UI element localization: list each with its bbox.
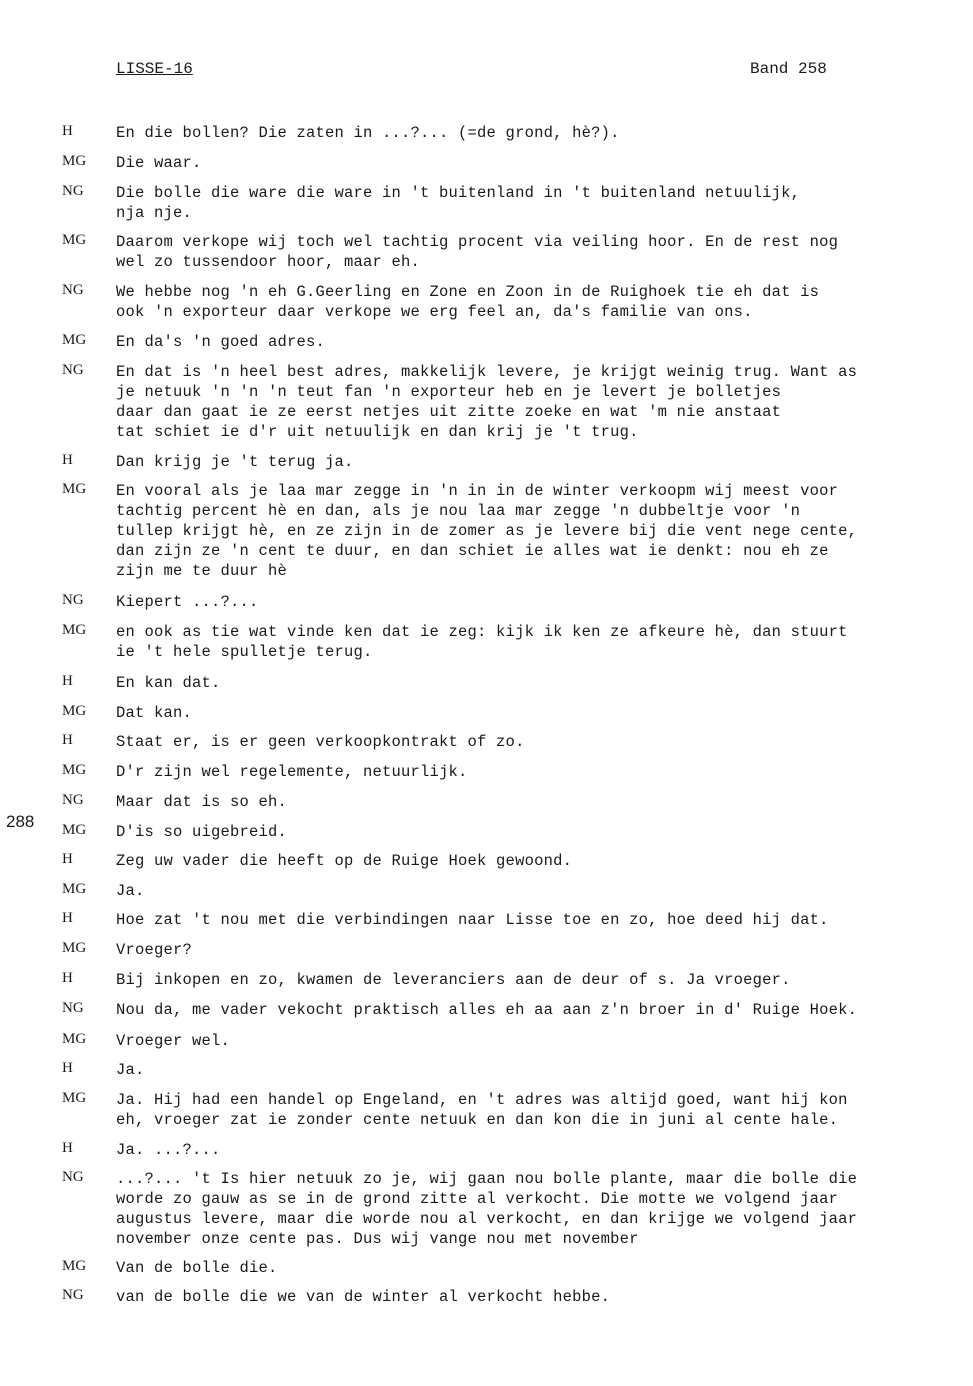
speaker-label: MG — [62, 1258, 87, 1274]
speaker-label: NG — [62, 362, 84, 378]
speaker-label: MG — [62, 881, 87, 897]
utterance-text: Ja. ...?... — [116, 1141, 221, 1159]
speaker-label: MG — [62, 232, 87, 248]
speaker-label: MG — [62, 940, 87, 956]
speaker-label: MG — [62, 1090, 87, 1106]
utterance-text: Hoe zat 't nou met die verbindingen naar Lisse toe en zo, hoe deed hij dat. — [116, 911, 829, 929]
utterance-text: Ja. — [116, 882, 145, 900]
speaker-label: H — [62, 970, 73, 986]
margin-counter-note: 288 — [6, 812, 35, 831]
utterance-text: En die bollen? Die zaten in ...?... (=de grond, hè?). — [116, 124, 620, 142]
speaker-label: H — [62, 1140, 73, 1156]
utterance-text: D'r zijn wel regelemente, netuurlijk. — [116, 763, 468, 781]
speaker-label: MG — [62, 703, 87, 719]
speaker-label: MG — [62, 762, 87, 778]
utterance-text: Ja. — [116, 1061, 145, 1079]
speaker-label: NG — [62, 183, 84, 199]
utterance-text: Nou da, me vader vekocht praktisch alles eh aa aan z'n broer in d' Ruige Hoek. — [116, 1001, 858, 1019]
utterance-text: Daarom verkope wij toch wel tachtig procent via veiling hoor. En de rest nog wel zo tussendoor hoor, maar eh. — [116, 233, 839, 271]
speaker-label: H — [62, 1060, 73, 1076]
speaker-label: H — [62, 123, 73, 139]
speaker-label: H — [62, 732, 73, 748]
utterance-text: en ook as tie wat vinde ken dat ie zeg: kijk ik ken ze afkeure hè, dan stuurt ie 't hele spulletje terug. — [116, 623, 848, 661]
speaker-label: MG — [62, 822, 87, 838]
utterance-text: Vroeger wel. — [116, 1032, 231, 1050]
speaker-label: MG — [62, 622, 87, 638]
speaker-label: NG — [62, 1000, 84, 1016]
utterance-text: Die waar. — [116, 154, 202, 172]
utterance-text: Ja. Hij had een handel op Engeland, en 't adres was altijd goed, want hij kon eh, vroeger zat ie zonder cente netuuk en dan kon die in juni al cente hale. — [116, 1091, 848, 1129]
speaker-label: MG — [62, 481, 87, 497]
utterance-text: ...?... 't Is hier netuuk zo je, wij gaan nou bolle plante, maar die bolle die worde zo gauw as se in de grond zitte al verkocht. Die motte we volgend jaar augustus levere, maar die worde nou al verkocht, en dan krijge we volgend jaar november onze cente pas. Dus wij vange nou met november — [116, 1170, 858, 1248]
speaker-label: H — [62, 673, 73, 689]
utterance-text: En dat is 'n heel best adres, makkelijk levere, je krijgt weinig trug. Want as je netuuk 'n 'n 'n teut fan 'n exporteur heb en je levert je bolletjes daar dan gaat ie ze eerst netjes uit zitte zoeke en wat 'm nie anstaat tat schiet ie d'r uit netuulijk en dan krij je 't trug. — [116, 363, 858, 441]
speaker-label: NG — [62, 282, 84, 298]
utterance-text: van de bolle die we van de winter al verkocht hebbe. — [116, 1288, 611, 1306]
utterance-text: En vooral als je laa mar zegge in 'n in in de winter verkoopm wij meest voor tachtig percent hè en dan, als je nou laa mar zegge 'n dubbeltje voor 'n tullep krijgt hè, en ze zijn in de zomer as je levere bij die vent nege cente, dan zijn ze 'n cent te duur, en dan schiet ie alles wat ie denkt: nou eh ze zijn me te duur hè — [116, 482, 858, 580]
utterance-text: Dat kan. — [116, 704, 193, 722]
speaker-label: NG — [62, 792, 84, 808]
speaker-label: NG — [62, 1169, 84, 1185]
tape-number: Band 258 — [750, 60, 827, 78]
utterance-text: En kan dat. — [116, 674, 221, 692]
speaker-label: H — [62, 910, 73, 926]
utterance-text: Die bolle die ware die ware in 't buitenland in 't buitenland netuulijk, nja nje. — [116, 184, 801, 222]
speaker-label: H — [62, 851, 73, 867]
utterance-text: Dan krijg je 't terug ja. — [116, 453, 354, 471]
speaker-label: MG — [62, 332, 87, 348]
utterance-text: Kiepert ...?... — [116, 593, 259, 611]
utterance-text: Maar dat is so eh. — [116, 793, 288, 811]
speaker-label: NG — [62, 1287, 84, 1303]
utterance-text: Vroeger? — [116, 941, 193, 959]
utterance-text: D'is so uigebreid. — [116, 823, 288, 841]
document-id: LISSE-16 — [116, 60, 193, 78]
speaker-label: H — [62, 452, 73, 468]
speaker-label: NG — [62, 592, 84, 608]
speaker-label: MG — [62, 1031, 87, 1047]
utterance-text: En da's 'n goed adres. — [116, 333, 326, 351]
speaker-label: MG — [62, 153, 87, 169]
utterance-text: We hebbe nog 'n eh G.Geerling en Zone en Zoon in de Ruighoek tie eh dat is ook 'n exporteur daar verkope we erg feel an, da's familie van ons. — [116, 283, 820, 321]
utterance-text: Staat er, is er geen verkoopkontrakt of zo. — [116, 733, 525, 751]
utterance-text: Van de bolle die. — [116, 1259, 278, 1277]
utterance-text: Bij inkopen en zo, kwamen de leveranciers aan de deur of s. Ja vroeger. — [116, 971, 791, 989]
utterance-text: Zeg uw vader die heeft op de Ruige Hoek gewoond. — [116, 852, 573, 870]
